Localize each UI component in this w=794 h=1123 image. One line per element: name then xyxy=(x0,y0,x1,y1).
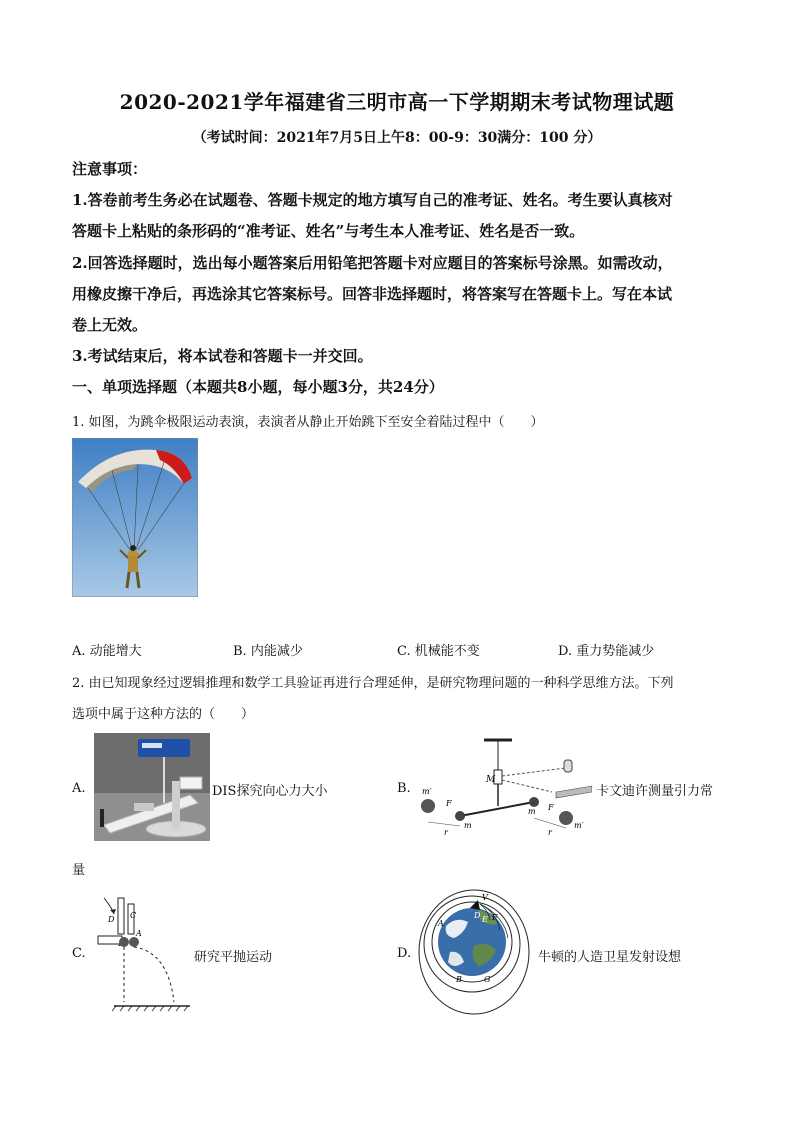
q1-option-a: A. 动能增大 xyxy=(72,644,142,659)
label-V: V xyxy=(482,893,488,902)
label-F: F xyxy=(492,913,498,922)
skydiver-image xyxy=(72,438,198,597)
cavendish-torsion-balance-diagram xyxy=(416,736,592,836)
notice-line-5: 卷上无效。 xyxy=(72,316,148,334)
notice-line-3: 2.回答选择题时，选出每小题答案后用铅笔把答题卡对应题目的答案标号涂黑。如需改动， xyxy=(72,254,673,272)
label-D-orbit: D xyxy=(474,911,481,920)
label-F-left: F xyxy=(446,799,452,808)
q2-option-d-label: 牛顿的人造卫星发射设想 xyxy=(538,950,682,965)
label-M: M xyxy=(486,775,496,785)
label-m-right: m xyxy=(528,807,536,816)
question-2-stem-line-1: 2. 由已知现象经过逻辑推理和数学工具验证再进行合理延伸，是研究物理问题的一种科学思维方法。下列 xyxy=(72,676,674,691)
q2-option-d-letter: D. xyxy=(397,946,412,961)
q2-option-a-letter: A. xyxy=(72,781,86,796)
notice-heading: 注意事项： xyxy=(72,160,148,178)
notice-line-1: 1.答卷前考生务必在试题卷、答题卡规定的地方填写自己的准考证、姓名。考生要认真核对 xyxy=(72,191,673,209)
label-r-left: r xyxy=(444,828,448,836)
q2-option-b-letter: B. xyxy=(397,781,411,796)
q1-option-d: D. 重力势能减少 xyxy=(558,644,655,659)
label-B-orbit: B xyxy=(456,975,462,984)
label-r-right: r xyxy=(548,828,552,836)
label-A: A xyxy=(136,929,142,938)
label-m-left: m xyxy=(464,821,472,830)
q2-option-c-letter: C. xyxy=(72,946,86,961)
section-heading: 一、单项选择题（本题共8小题，每小题3分，共24分） xyxy=(72,378,444,396)
q2-option-c-label: 研究平抛运动 xyxy=(194,950,273,965)
q1-option-c: C. 机械能不变 xyxy=(397,644,480,659)
label-A-orbit: A xyxy=(438,919,444,928)
dis-apparatus-image xyxy=(94,733,210,841)
label-G: G xyxy=(484,975,491,984)
label-m-prime-right: m′ xyxy=(574,821,584,830)
exam-info: （考试时间：2021年7月5日上午8：00-9：30满分：100 分） xyxy=(192,130,602,146)
notice-line-6: 3.考试结束后，将本试卷和答题卡一并交回。 xyxy=(72,347,373,365)
question-1-stem: 1. 如图，为跳伞极限运动表演，表演者从静止开始跳下至安全着陆过程中（ ） xyxy=(72,415,544,430)
notice-line-2: 答题卡上粘贴的条形码的“准考证、姓名”与考生本人准考证、姓名是否一致。 xyxy=(72,222,585,240)
question-2-stem-line-2: 选项中属于这种方法的（ ） xyxy=(72,707,255,722)
page-title: 2020-2021学年福建省三明市高一下学期期末考试物理试题 xyxy=(119,90,675,114)
q2-option-b-label-line-2: 量 xyxy=(72,863,86,878)
notice-line-4: 用橡皮擦干净后，再选涂其它答案标号。回答非选择题时，将答案写在答题卡上。写在本试 xyxy=(72,285,673,303)
label-m-prime-left: m′ xyxy=(422,787,432,796)
label-D: D xyxy=(108,915,115,924)
q1-option-b: B. 内能减少 xyxy=(233,644,303,659)
newton-satellite-diagram xyxy=(416,886,532,1018)
q2-option-a-label: DIS探究向心力大小 xyxy=(212,784,328,799)
label-F-right: F xyxy=(548,803,554,812)
label-E: E xyxy=(482,915,488,924)
label-C: C xyxy=(130,911,137,920)
projectile-motion-apparatus-diagram xyxy=(94,890,194,1014)
q2-option-b-label-line-1: 卡文迪许测量引力常 xyxy=(596,784,714,799)
